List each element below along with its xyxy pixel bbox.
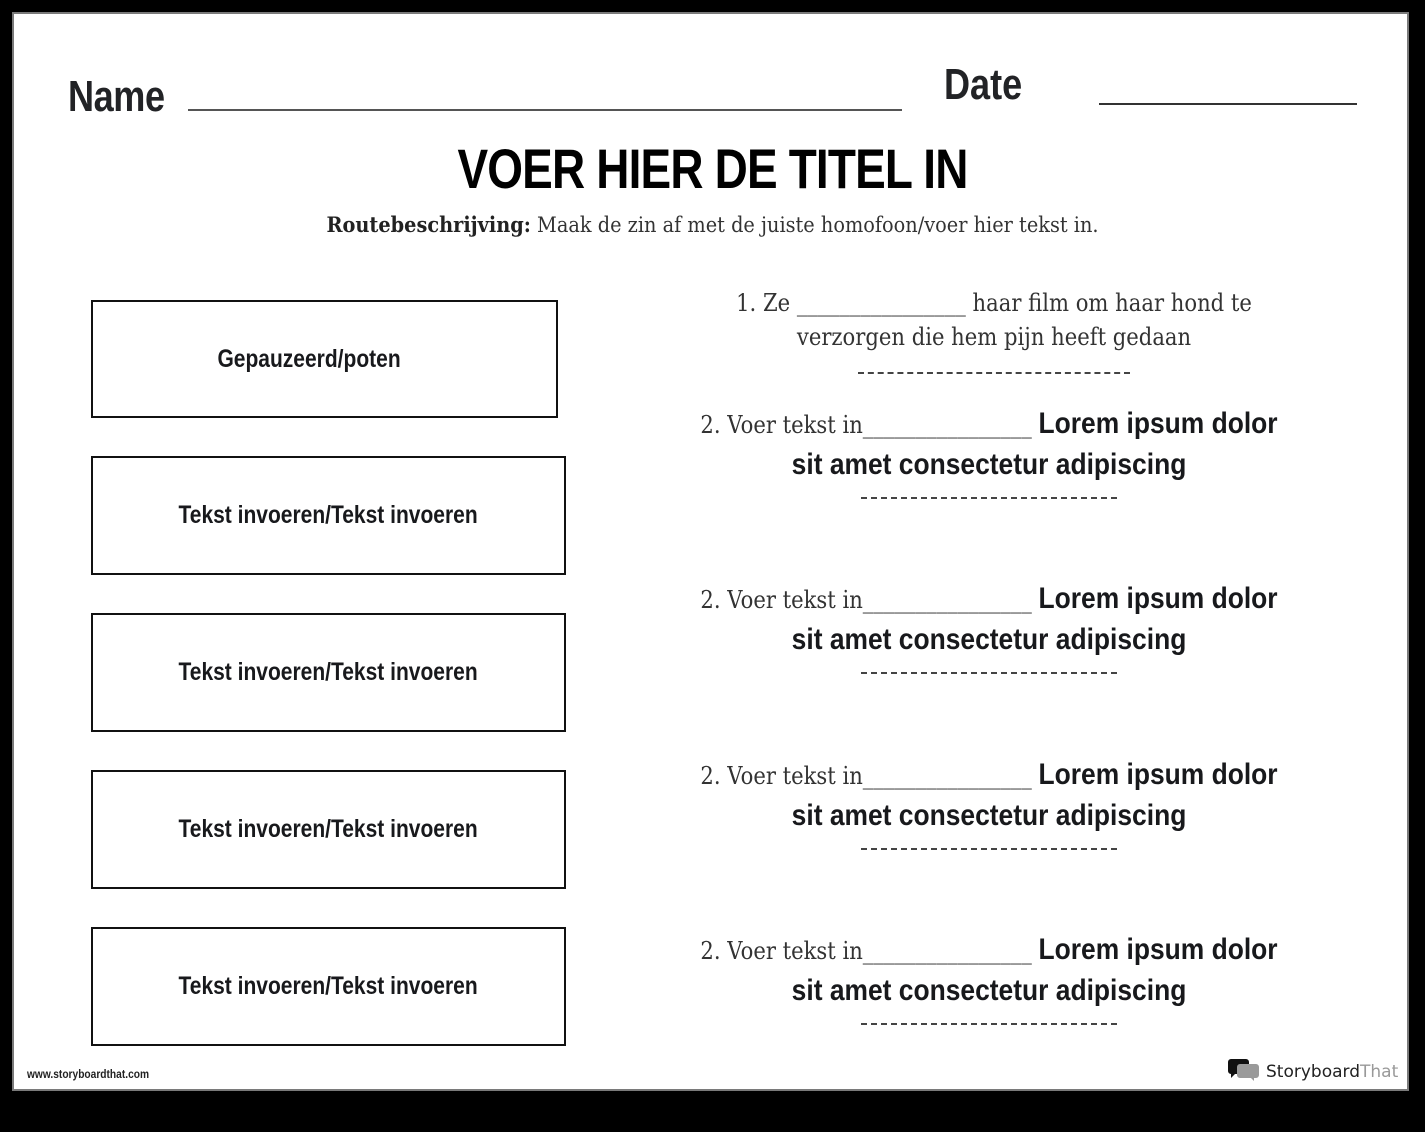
page-title: VOER HIER DE TITEL IN xyxy=(457,137,968,200)
answer-line[interactable] xyxy=(861,497,1117,499)
question-5 xyxy=(634,932,1344,1025)
question-prefix: 2. Voer tekst in________________ xyxy=(700,937,1039,965)
question-bold-text-line2: sit amet consectetur adipiscing xyxy=(791,799,1187,832)
question-prefix: 2. Voer tekst in________________ xyxy=(700,586,1039,614)
answer-line[interactable] xyxy=(861,672,1117,674)
word-box xyxy=(91,300,558,418)
question-bold-text: Lorem ipsum dolor xyxy=(1038,933,1278,966)
directions-label: Routebeschrijving: xyxy=(326,212,531,237)
directions-text: Maak de zin af met de juiste homofoon/voer hier tekst in. xyxy=(530,213,1099,237)
footer-url[interactable]: www.storyboardthat.com xyxy=(27,1067,150,1081)
question-bold-text: Lorem ipsum dolor xyxy=(1038,582,1278,615)
question-bold-text-line2: sit amet consectetur adipiscing xyxy=(791,448,1187,481)
question-bold-text: Lorem ipsum dolor xyxy=(1038,407,1278,440)
word-box-text: Gepauzeerd/poten xyxy=(217,344,402,373)
logo-text-that: That xyxy=(1360,1061,1399,1082)
question-text-line2: verzorgen die hem pijn heeft gedaan xyxy=(796,323,1192,351)
question-prefix: 2. Voer tekst in________________ xyxy=(700,411,1039,439)
question-text-line1: 1. Ze ________________ haar film om haar hond te xyxy=(736,289,1252,317)
word-box-text: Tekst invoeren/Tekst invoeren xyxy=(178,501,479,529)
name-input-line[interactable] xyxy=(188,109,902,111)
question-2 xyxy=(634,406,1344,499)
speech-bubbles-icon xyxy=(1228,1057,1260,1086)
word-box xyxy=(91,927,566,1046)
answer-line[interactable] xyxy=(861,1023,1117,1025)
date-input-line[interactable] xyxy=(1099,103,1357,105)
directions xyxy=(70,212,1355,237)
question-bold-text-line2: sit amet consectetur adipiscing xyxy=(791,623,1187,656)
date-label: Date xyxy=(944,60,1023,109)
logo-text-storyboard: Storyboard xyxy=(1266,1061,1360,1082)
question-prefix: 2. Voer tekst in________________ xyxy=(700,762,1039,790)
question-1 xyxy=(664,286,1324,374)
question-3 xyxy=(634,581,1344,674)
question-4 xyxy=(634,757,1344,850)
answer-line[interactable] xyxy=(861,848,1117,850)
word-box-text: Tekst invoeren/Tekst invoeren xyxy=(178,972,479,1000)
word-box-text: Tekst invoeren/Tekst invoeren xyxy=(178,658,479,686)
name-label: Name xyxy=(68,72,165,121)
word-box xyxy=(91,613,566,732)
worksheet-page xyxy=(12,12,1409,1091)
word-box xyxy=(91,770,566,889)
question-bold-text-line2: sit amet consectetur adipiscing xyxy=(791,974,1187,1007)
storyboardthat-logo xyxy=(1228,1057,1398,1086)
question-bold-text: Lorem ipsum dolor xyxy=(1038,758,1278,791)
word-box-text: Tekst invoeren/Tekst invoeren xyxy=(178,815,479,843)
answer-line[interactable] xyxy=(858,372,1130,374)
word-box xyxy=(91,456,566,575)
